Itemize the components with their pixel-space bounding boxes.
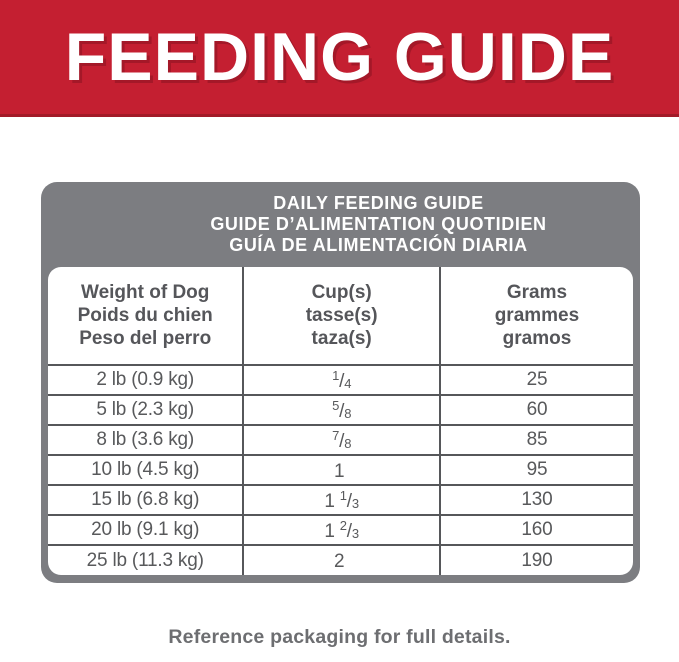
cups-fraction-numerator: 5 (332, 397, 340, 413)
cups-whole: 1 (324, 490, 335, 512)
cups-fraction-denominator: 3 (351, 525, 359, 541)
cups-fraction-slash: / (339, 400, 345, 422)
feeding-table-body (48, 365, 633, 575)
banner (0, 0, 679, 117)
grams-cell: 60 (440, 395, 633, 425)
feeding-guide-card (41, 182, 640, 583)
cups-whole: 1 (324, 520, 335, 542)
grams-cell: 130 (440, 485, 633, 515)
cups-fraction-numerator: 2 (339, 517, 347, 533)
header-row (48, 267, 633, 365)
footer-note: Reference packaging for full details. (168, 626, 511, 648)
cups-fraction-numerator: 1 (332, 367, 340, 383)
cups-fraction-slash: / (346, 520, 352, 542)
grams-cell: 85 (440, 425, 633, 455)
cups-whole: 1 (333, 460, 345, 482)
cups-fraction-denominator: 8 (344, 435, 352, 451)
col-header-weight-en: Weight of Dog (80, 282, 210, 303)
weight-cell: 8 lb (3.6 kg) (48, 425, 243, 455)
cups-fraction-denominator: 8 (344, 405, 352, 421)
card-title-english: DAILY FEEDING GUIDE (273, 193, 484, 213)
col-header-weight-fr: Poids du chien (77, 305, 213, 326)
grams-cell: 190 (440, 545, 633, 575)
weight-cell: 2 lb (0.9 kg) (48, 365, 243, 395)
cups-cell (243, 455, 440, 485)
cups-cell (243, 395, 440, 425)
cups-fraction-denominator: 3 (351, 495, 359, 511)
col-header-grams-en: Grams (506, 282, 568, 303)
col-header-cups-en: Cup(s) (311, 282, 372, 303)
feeding-table-head (48, 267, 633, 365)
grams-cell: 95 (440, 455, 633, 485)
cups-whole: 2 (333, 551, 345, 572)
table-row (48, 425, 633, 455)
cups-fraction-denominator: 4 (344, 375, 352, 391)
col-header-cups-fr: tasse(s) (305, 305, 378, 326)
col-header-grams-fr: grammes (494, 305, 580, 326)
cups-cell (243, 485, 440, 515)
feeding-table (48, 267, 633, 575)
weight-cell: 10 lb (4.5 kg) (48, 455, 243, 485)
weight-cell: 15 lb (6.8 kg) (48, 485, 243, 515)
table-row (48, 455, 633, 485)
cups-fraction-numerator: 7 (332, 427, 340, 443)
col-header-grams-es: gramos (502, 328, 572, 349)
col-header-grams (440, 267, 633, 365)
col-header-cups (243, 267, 440, 365)
banner-title: FEEDING GUIDE (64, 19, 615, 95)
weight-cell: 20 lb (9.1 kg) (48, 515, 243, 545)
card-header (41, 182, 640, 267)
table-row (48, 515, 633, 545)
cups-cell (243, 515, 440, 545)
card-title-spanish: GUÍA DE ALIMENTACIÓN DIARIA (229, 235, 528, 255)
cups-cell (243, 545, 440, 575)
cups-fraction-slash: / (339, 370, 345, 392)
cups-cell (243, 425, 440, 455)
table-row (48, 395, 633, 425)
grams-cell: 25 (440, 365, 633, 395)
weight-cell: 5 lb (2.3 kg) (48, 395, 243, 425)
col-header-weight (48, 267, 243, 365)
cups-fraction-slash: / (339, 430, 345, 452)
weight-cell: 25 lb (11.3 kg) (48, 545, 243, 575)
col-header-cups-es: taza(s) (311, 328, 372, 349)
cups-cell (243, 365, 440, 395)
card-title-french: GUIDE D’ALIMENTATION QUOTIDIEN (210, 214, 547, 234)
table-row (48, 365, 633, 395)
grams-cell: 160 (440, 515, 633, 545)
table-row (48, 485, 633, 515)
feeding-table-wrap (48, 267, 633, 575)
table-row (48, 545, 633, 575)
cups-fraction-slash: / (346, 490, 352, 512)
col-header-weight-es: Peso del perro (79, 328, 212, 349)
cups-fraction-numerator: 1 (339, 487, 347, 503)
